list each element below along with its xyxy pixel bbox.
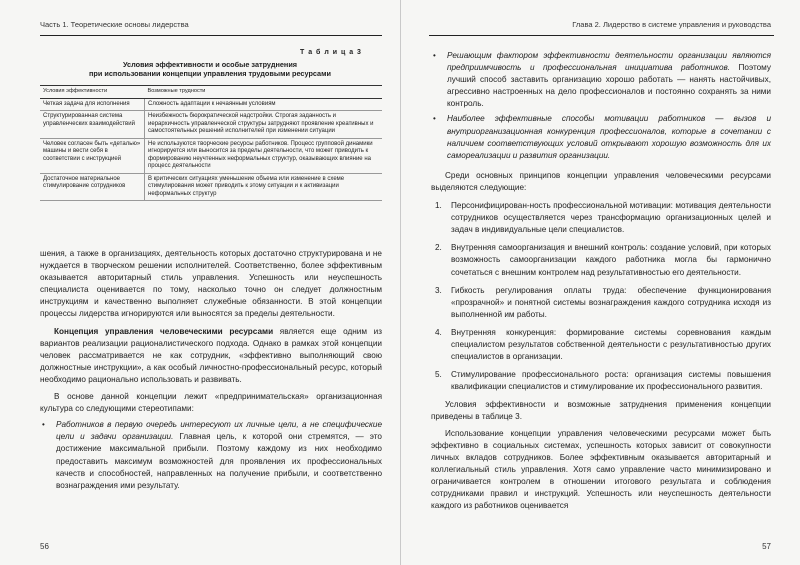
- list-item-emphasis: Наиболее эффективные способы мотивации работников — вызов и внутриорганизационная конкуренция профессионалов, которые в сочетании с наличием соответствующих условий открывают хорошую возможность для их самореализации и развития организации.: [447, 114, 771, 160]
- paragraph: [40, 326, 382, 386]
- table-cell: Неизбежность бюрократической надстройки. Строгая заданность и иерархичность управленческой структуры затрудняют проявление креативных и самостоятельных решений исполнителей при изменении ситуации: [145, 111, 383, 139]
- table-cell: Структурированная система управленческих взаимодействий: [40, 111, 145, 139]
- paragraph: В основе данной концепции лежит «предпринимательская» организационная культура со следующими стереотипами:: [40, 392, 382, 414]
- left-body-text: [40, 248, 382, 495]
- item-text: Внутренняя самоорганизация и внешний контроль: создание условий, при которых возможность самоорганизации каждого работника могла бы гармонично сочетаться с внешним контролем над результативностью его деятельности.: [451, 243, 771, 277]
- stereotype-list-continued: [431, 50, 771, 162]
- paragraph: шения, а также в организациях, деятельность которых достаточно структурирована и не нуждается в творческом решении исполнителей. Соответственно, более эффективным оказывается авторитарный стиль управления. Успешность или неуспешность специалиста оценивается по тому, насколько точно он следует должностным инструкциям и качественно выполняет служебные обязанности. В этой концепции процессы лидерства игнорируются или выносятся за пределы деятельности.: [40, 249, 382, 319]
- right-body-text: [431, 50, 771, 512]
- table-title-line-1: Условия эффективности и особые затруднения: [122, 60, 298, 69]
- table-row: [40, 98, 382, 111]
- left-header-rule: [40, 35, 382, 36]
- item-number: 2.: [435, 243, 442, 253]
- table-cell: В критических ситуациях уменьшение объема или изменение в схеме стимулирования может приводить к этому ситуации и к активизации неформальных структур: [145, 173, 383, 201]
- right-page-number: 57: [762, 542, 771, 551]
- conditions-table: [40, 85, 382, 201]
- right-page: [400, 0, 800, 565]
- item-number: 1.: [435, 201, 442, 211]
- item-text: Персонифицирован-ность профессиональной мотивации: мотивация деятельности сотрудников осуществляется через трансформацию организационных целей и задач в индивидуальные цели специалистов.: [451, 201, 771, 235]
- table-row: [40, 173, 382, 201]
- numbered-item: [431, 200, 771, 236]
- paragraph: Среди основных принципов концепции управления человеческими ресурсами выделяются следующие:: [431, 170, 771, 192]
- item-text: Стимулирование профессионального роста: организация системы повышения квалификации специалистов и стимулирование их профессионального развития.: [451, 370, 771, 392]
- paragraph-text: является еще одним из вариантов реализации рационалистического подхода. Однако в рамках этой концепции человек рассматривается не как сотрудник, «эффективно выполняющий свою должностные инструкции», а как особый личностно-профессиональный ресурс, который необходимо рационально использовать и развивать.: [40, 326, 383, 384]
- table-label: Т а б л и ц а 3: [300, 49, 362, 56]
- right-header-rule: [429, 35, 774, 36]
- list-item: [40, 419, 382, 492]
- list-item: [431, 50, 771, 110]
- concept-term: Концепция управления человеческими ресурсами: [54, 326, 274, 336]
- bullet-icon: •: [433, 114, 436, 124]
- table-title: [40, 60, 380, 78]
- numbered-item: [431, 327, 771, 363]
- table-title-line-2: при использовании концепции управления трудовыми ресурсами: [89, 69, 331, 78]
- table-cell: Четкая задача для исполнения: [40, 98, 145, 111]
- table-row: [40, 138, 382, 173]
- table-cell: Не используются творческие ресурсы работников. Процесс групповой динамики игнорируется или выносится за пределы деятельности, что может приводить к формированию неучтенных неформальных структур, оказывающих влияние на процесс деятельности: [145, 138, 383, 173]
- list-item-emphasis: Решающим фактором эффективности деятельности организации являются предприимчивость и профессиональная инициатива работников.: [447, 51, 771, 73]
- list-item-emphasis: Работников в первую очередь интересуют их личные цели, а не специфические цели и задачи организации.: [56, 420, 382, 442]
- bullet-icon: •: [42, 420, 45, 430]
- list-item: [431, 113, 771, 161]
- item-text: Внутренняя конкуренция: формирование системы соревнования каждым специалистом результатов собственной деятельности с результативностью других специалистов в организации.: [451, 327, 771, 362]
- bullet-icon: •: [433, 51, 436, 60]
- list-item-text: Поэтому лучший способ заставить организацию хорошо работать — нанять настойчивых, агрессивно настроенных на дело профессионалов и постоянно сохранять за ними контроль.: [447, 63, 771, 109]
- item-text: Гибкость регулирования оплаты труда: обеспечение функционирования «прозрачной» и понятной системы вознаграждения каждого сотрудника исходя из выполненной им работы.: [451, 285, 771, 319]
- numbered-item: [431, 242, 771, 278]
- numbered-item: [431, 285, 771, 321]
- item-number: 5.: [435, 370, 442, 380]
- table-header-row: [40, 86, 382, 99]
- numbered-item: [431, 369, 771, 393]
- right-running-head: Глава 2. Лидерство в системе управления и руководства: [572, 20, 771, 29]
- item-number: 3.: [435, 285, 442, 295]
- paragraph: Использование концепции управления человеческими ресурсами может быть эффективно в социальных системах, успешность которых зависит от совокупности личных вкладов сотрудников. Более эффективным оказывается авторитарный и коллегиальный стиль управления. Хотя само управление часто минимизировано и ограничивается контролем в отношении итогового результата и соблюдения сотрудниками правил и инструкций. Успешность или неуспешность деятельности каждого из работников оценивается: [431, 428, 771, 511]
- item-number: 4.: [435, 327, 442, 337]
- left-running-head: Часть 1. Теоретические основы лидерства: [40, 20, 189, 29]
- stereotype-list: [40, 419, 382, 492]
- paragraph: Условия эффективности и возможные затруднения применения концепции приведены в таблице 3.: [431, 400, 771, 422]
- table-cell: Достаточное материальное стимулирование сотрудников: [40, 173, 145, 201]
- list-item-text: Главная цель, к которой они стремятся, — это достижение максимальной прибыли. Поэтому каждому из них необходимо предоставить максимум возможностей для проявления их профессиональных качеств и способностей, направленных на получение прибыли, и соответственно вознаграждения ими результату.: [56, 432, 382, 490]
- table-col-header-difficulties: Возможные трудности: [145, 86, 383, 99]
- left-page-number: 56: [40, 542, 49, 551]
- table-col-header-conditions: Условия эффективности: [40, 86, 145, 99]
- table-cell: Человек согласен быть «деталью» машины и вести себя в соответствии с инструкцией: [40, 138, 145, 173]
- table-cell: Сложность адаптации к нечаянным условиям: [145, 98, 383, 111]
- principles-list: [431, 200, 771, 393]
- table-row: [40, 111, 382, 139]
